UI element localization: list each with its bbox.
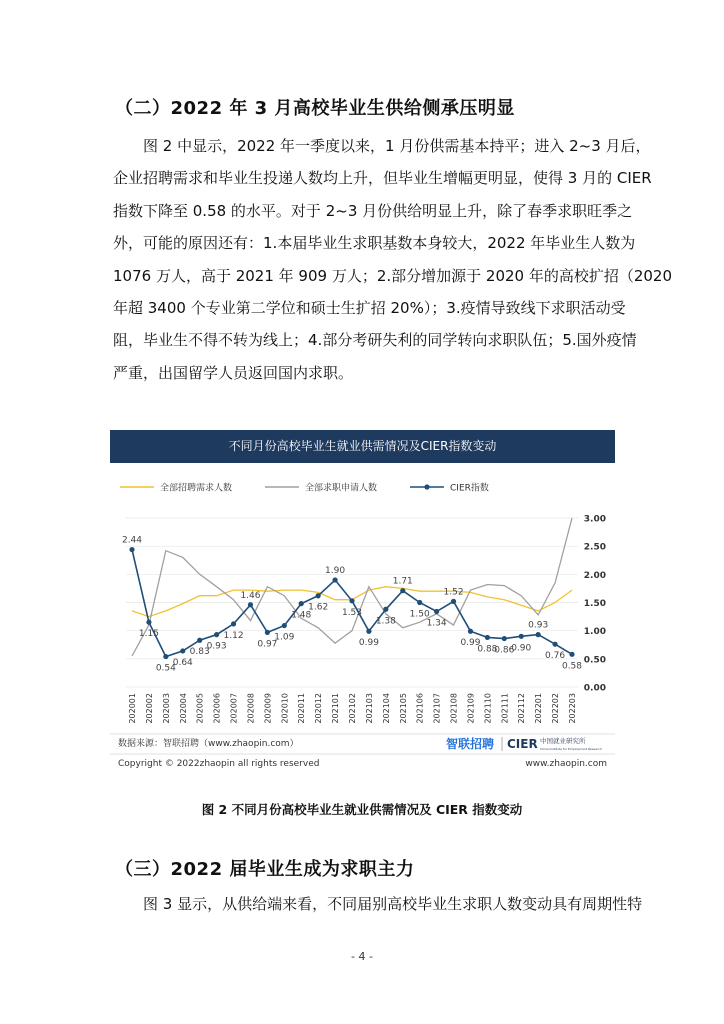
- cier-data-label: 0.88: [477, 644, 498, 655]
- y-tick-label: 2.50: [583, 542, 606, 553]
- section-body-paragraph: [113, 130, 673, 389]
- cier-data-label: 1.38: [375, 616, 396, 627]
- cier-data-label: 0.58: [561, 661, 583, 672]
- x-tick-label: 202002: [144, 693, 154, 724]
- cier-logo-english: China Institute for Employment Research: [540, 747, 602, 751]
- cier-data-label: 1.50: [409, 609, 430, 620]
- paragraph-line: 外，可能的原因还有：1.本届毕业生求职基数本身较大，2022 年毕业生人数为: [113, 234, 636, 253]
- x-tick-label: 202203: [568, 693, 577, 724]
- cier-data-label: 0.97: [257, 639, 278, 650]
- cier-data-label: 0.90: [511, 643, 532, 654]
- cier-data-label: 0.64: [172, 657, 193, 668]
- paragraph-line: 年超 3400 个专业第二学位和硕士生扩招 20%）；3.疫情导致线下求职活动受: [113, 299, 626, 318]
- x-tick-label: 202001: [128, 693, 137, 724]
- cier-point: [282, 623, 287, 628]
- cier-point: [485, 635, 490, 640]
- cier-point: [366, 629, 371, 634]
- chart-legend: [120, 482, 489, 494]
- cier-point: [146, 620, 151, 625]
- cier-chart: [110, 430, 615, 774]
- cier-data-label: 1.46: [240, 590, 261, 601]
- cier-point: [519, 634, 524, 639]
- section-body-paragraph: [113, 888, 643, 920]
- x-tick-label: 202108: [449, 693, 459, 724]
- cier-data-label: 0.54: [155, 663, 176, 674]
- x-tick-label: 202101: [331, 693, 341, 724]
- paragraph-line: 图 3 显示，从供给端来看，不同届别高校毕业生求职人数变动具有周期性特: [143, 895, 643, 913]
- cier-point: [231, 621, 236, 626]
- cier-point: [569, 652, 574, 657]
- x-tick-label: 202008: [246, 693, 256, 724]
- zhaopin-logo-text: 智联招聘: [446, 737, 495, 751]
- x-tick-label: 202007: [229, 693, 239, 724]
- y-tick-label: 0.00: [583, 683, 606, 694]
- cier-data-label: 1.09: [274, 632, 295, 643]
- cier-data-label: 0.93: [528, 620, 549, 631]
- cier-point: [468, 629, 473, 634]
- cier-data-label: 1.34: [426, 618, 447, 629]
- zhaopin-logo: [446, 736, 494, 751]
- y-tick-label: 1.00: [583, 627, 606, 638]
- section-heading: （二）2022 年 3 月高校毕业生供给侧承压明显: [115, 98, 515, 119]
- cier-point: [536, 632, 541, 637]
- cier-point: [451, 599, 456, 604]
- cier-data-label: 1.48: [291, 610, 312, 621]
- x-axis-ticks: [128, 693, 577, 724]
- figure-caption: 图 2 不同月份高校毕业生就业供需情况及 CIER 指数变动: [201, 802, 523, 817]
- y-tick-label: 0.50: [583, 655, 606, 666]
- cier-point: [502, 636, 507, 641]
- cier-point: [180, 648, 185, 653]
- cier-point: [383, 607, 388, 612]
- cier-data-label: 1.12: [223, 630, 244, 641]
- y-axis-ticks: [584, 515, 606, 694]
- cier-data-label: 0.93: [206, 641, 227, 652]
- cier-point: [299, 601, 304, 606]
- cier-data-label: 1.53: [341, 607, 363, 618]
- x-tick-label: 202011: [297, 693, 307, 724]
- y-tick-label: 1.50: [583, 599, 606, 609]
- chart-data-labels: [122, 536, 582, 674]
- cier-point: [332, 577, 337, 582]
- cier-data-label: 0.99: [358, 638, 379, 649]
- figure-website: www.zhaopin.com: [525, 759, 607, 769]
- x-tick-label: 202006: [212, 693, 222, 724]
- figure-copyright: Copyright © 2022zhaopin all rights reserved: [118, 759, 320, 769]
- cier-point: [163, 654, 168, 659]
- cier-point: [265, 630, 270, 635]
- x-tick-label: 202003: [161, 693, 171, 724]
- chart-series: [132, 518, 572, 657]
- cier-point: [316, 593, 321, 598]
- page-number: - 4 -: [351, 950, 373, 963]
- cier-data-label: 2.44: [121, 535, 143, 546]
- x-tick-label: 202009: [263, 693, 273, 724]
- cier-data-label: 1.15: [138, 629, 159, 640]
- cier-logo-subtitle: 中国就业研究所: [540, 737, 586, 745]
- x-tick-label: 202103: [364, 693, 374, 724]
- legend-marker: [424, 484, 429, 489]
- paragraph-line: 阻，毕业生不得不转为线上；4.部分考研失利的同学转向求职队伍；5.国外疫情: [113, 331, 637, 350]
- cier-point: [248, 602, 253, 607]
- cier-data-label: 0.76: [545, 651, 566, 662]
- cier-logo-text: CIER: [507, 737, 538, 751]
- cier-point: [400, 588, 405, 593]
- x-tick-label: 202102: [348, 693, 357, 724]
- legend-label: 全部求职申请人数: [305, 483, 378, 494]
- cier-point: [197, 638, 202, 643]
- cier-data-label: 0.83: [189, 647, 210, 658]
- x-tick-label: 202005: [195, 693, 205, 724]
- cier-point: [214, 632, 219, 637]
- paragraph-line: 图 2 中显示，2022 年一季度以来，1 月份供需基本持平；进入 2~3 月后，: [143, 137, 651, 155]
- cier-data-label: 0.99: [460, 638, 481, 649]
- paragraph-line: 1076 万人，高于 2021 年 909 万人；2.部分增加源于 2020 年的高校扩招（2020: [113, 266, 673, 285]
- section-heading: （三）2022 届毕业生成为求职主力: [115, 859, 415, 880]
- x-tick-label: 202202: [551, 693, 561, 724]
- cier-point: [434, 609, 439, 614]
- cier-point: [552, 642, 557, 647]
- y-tick-label: 3.00: [583, 514, 606, 525]
- cier-point: [417, 600, 422, 605]
- x-tick-label: 202105: [398, 693, 408, 724]
- x-tick-label: 202107: [432, 693, 442, 724]
- x-tick-label: 202104: [381, 693, 391, 724]
- cier-data-label: 1.62: [308, 602, 329, 613]
- x-tick-label: 202004: [178, 693, 188, 724]
- legend-label: 全部招聘需求人数: [160, 483, 233, 494]
- x-tick-label: 202010: [280, 693, 290, 724]
- cier-logo: [507, 736, 602, 751]
- x-tick-label: 202109: [466, 693, 476, 724]
- cier-data-label: 1.71: [392, 576, 413, 587]
- paragraph-line: 企业招聘需求和毕业生投递人数均上升，但毕业生增幅更明显，使得 3 月的 CIER: [113, 169, 652, 188]
- x-tick-label: 202111: [500, 693, 510, 724]
- x-tick-label: 202112: [517, 693, 527, 724]
- series-line-2: [132, 518, 572, 656]
- paragraph-line: 严重，出国留学人员返回国内求职。: [113, 363, 354, 382]
- figure: [110, 430, 615, 774]
- x-tick-label: 202110: [483, 693, 493, 724]
- figure-source: 数据来源：智联招聘（www.zhaopin.com）: [118, 739, 299, 749]
- cier-data-label: 1.52: [443, 587, 464, 598]
- figure-banner-title: 不同月份高校毕业生就业供需情况及CIER指数变动: [110, 430, 615, 463]
- x-tick-label: 202012: [314, 693, 324, 724]
- cier-point: [129, 547, 134, 552]
- legend-label: CIER指数: [450, 483, 489, 494]
- paragraph-line: 指数下降至 0.58 的水平。对于 2~3 月份供给明显上升，除了春季求职旺季之: [113, 201, 633, 220]
- x-tick-label: 202201: [534, 693, 544, 724]
- x-tick-label: 202106: [415, 693, 425, 724]
- y-tick-label: 2.00: [583, 570, 606, 581]
- cier-data-label: 1.90: [325, 565, 346, 576]
- cier-point: [349, 598, 354, 603]
- cier-data-label: 0.86: [494, 645, 515, 656]
